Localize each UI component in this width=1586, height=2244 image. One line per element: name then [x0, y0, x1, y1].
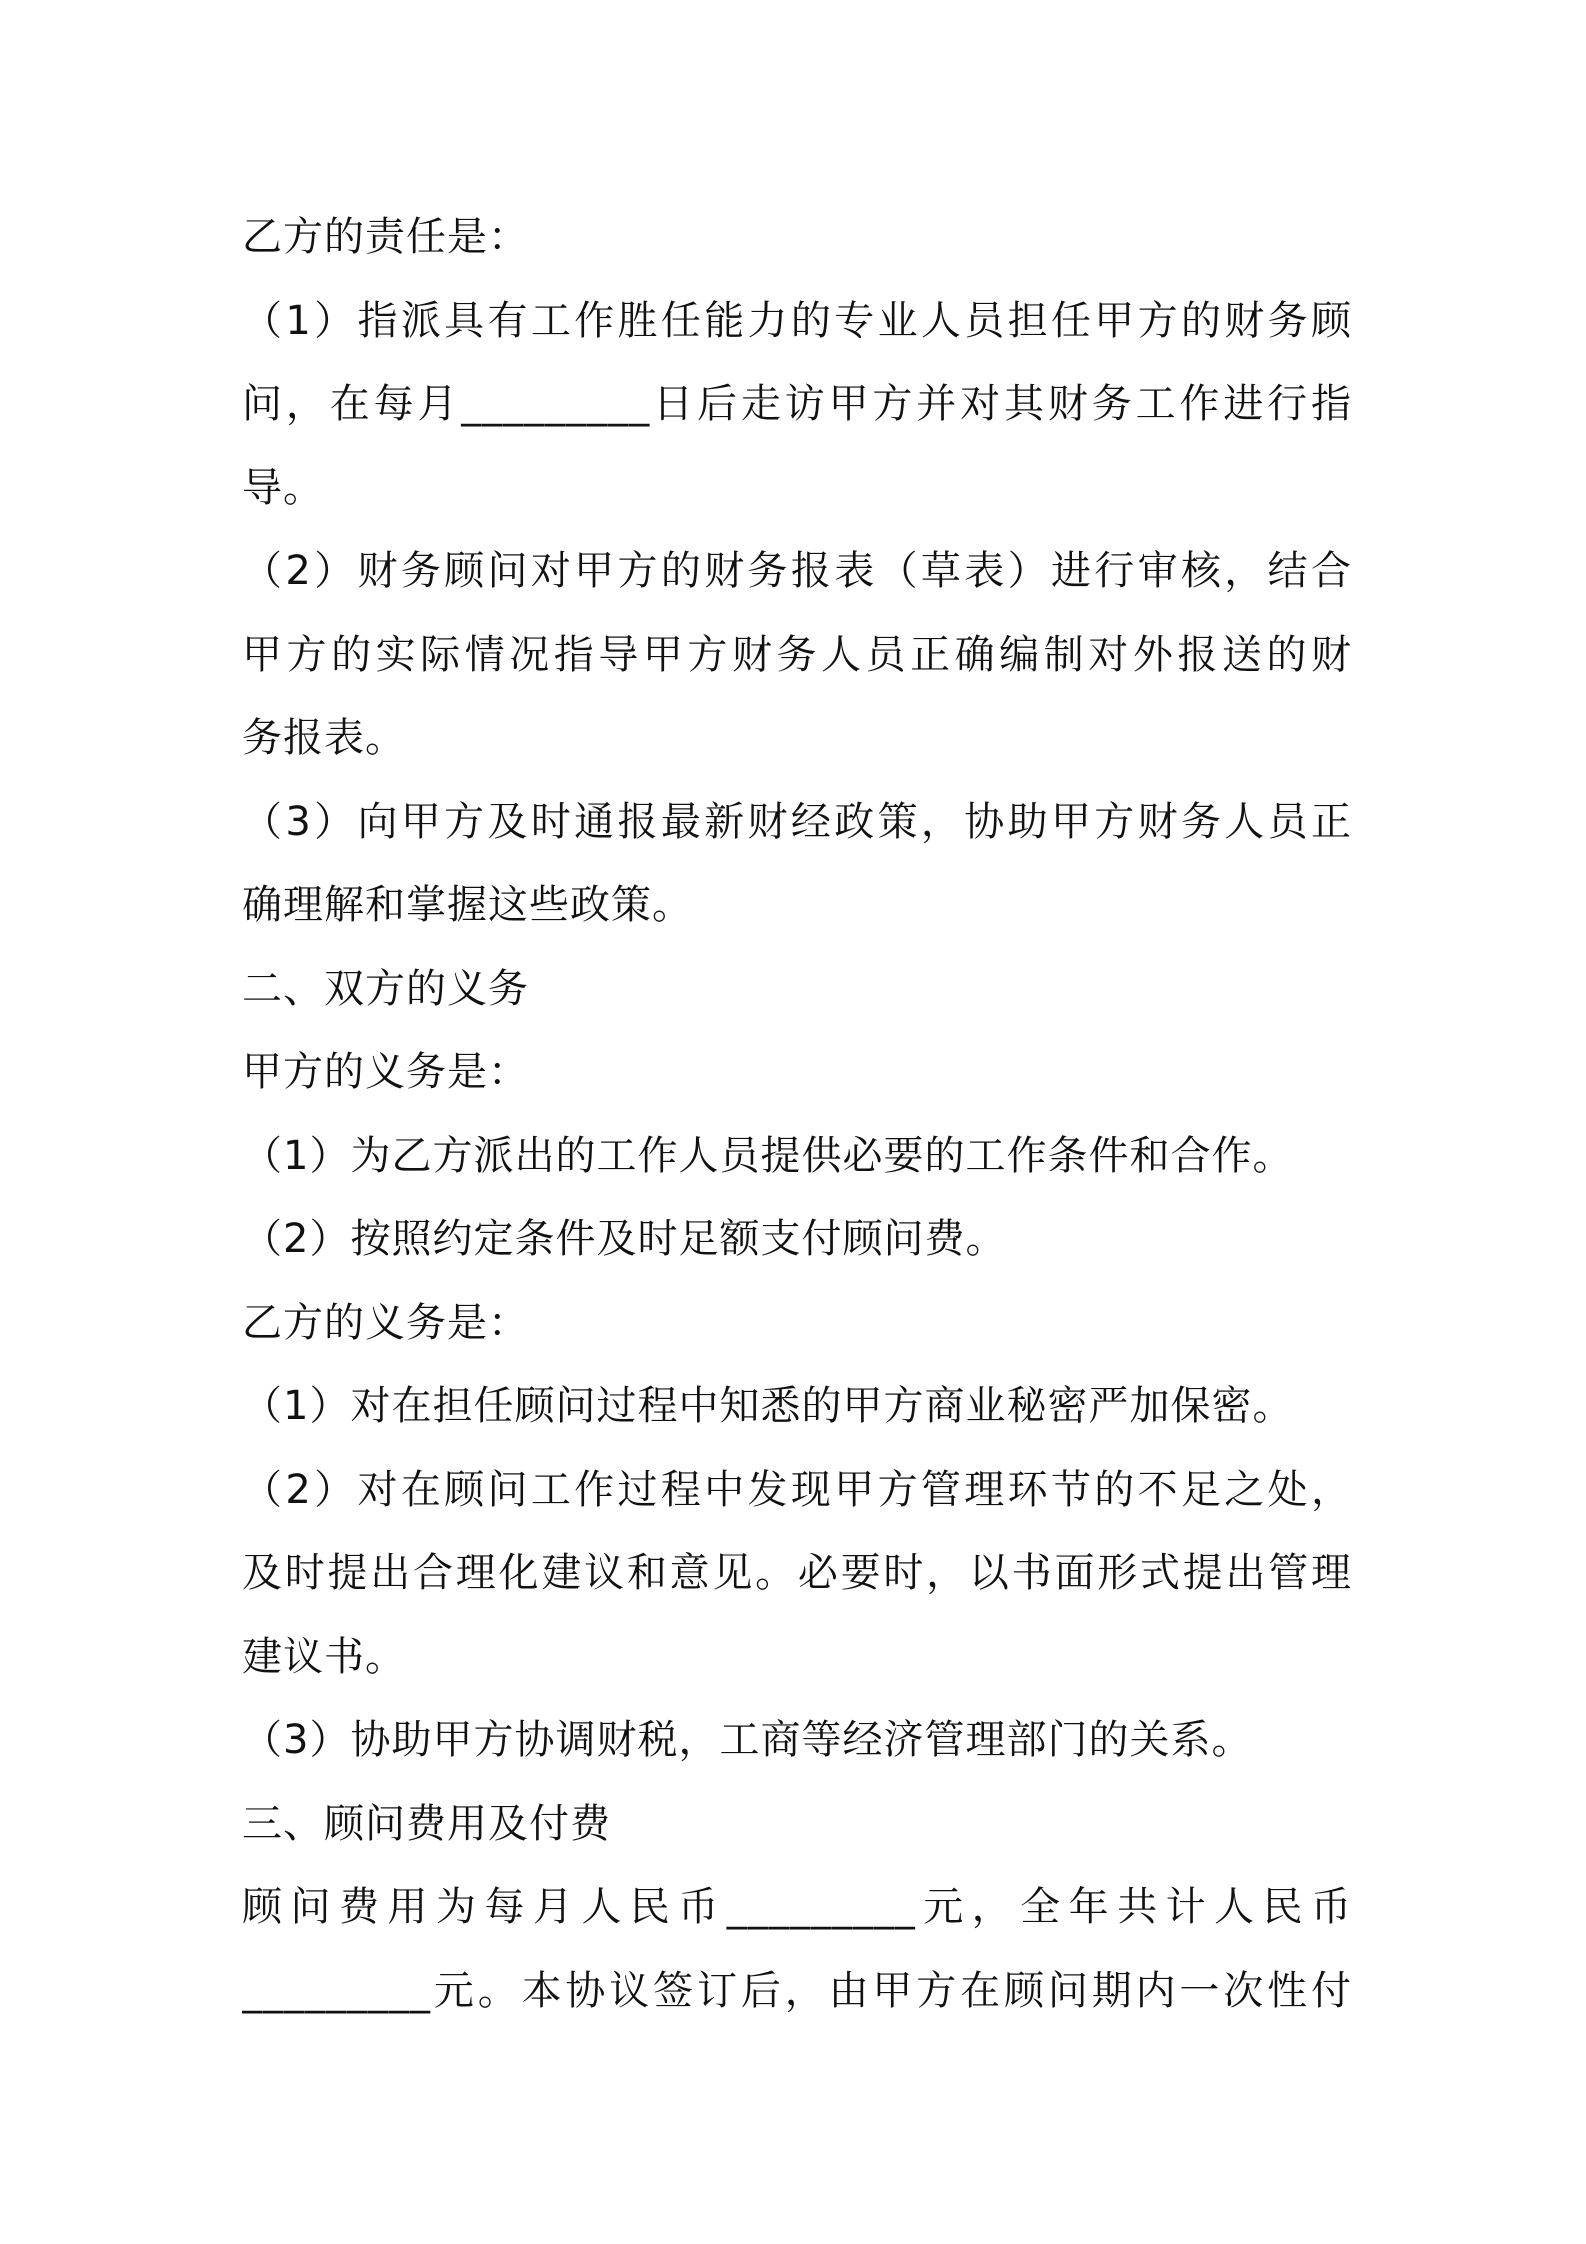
paragraph-line: 甲方的实际情况指导甲方财务人员正确编制对外报送的财: [242, 631, 1352, 678]
paragraph-line: 建议书。: [242, 1633, 406, 1680]
paragraph-line: （2）对在顾问工作过程中发现甲方管理环节的不足之处，: [242, 1466, 1352, 1513]
paragraph-line: _________元。本协议签订后，由甲方在顾问期内一次性付: [242, 1967, 1352, 2014]
obligations-heading-b: 乙方的义务是：: [242, 1299, 529, 1346]
section-heading-fees: 三、顾问费用及付费: [242, 1800, 611, 1847]
paragraph-line: （1）指派具有工作胜任能力的专业人员担任甲方的财务顾: [242, 297, 1352, 344]
obligations-heading-a: 甲方的义务是：: [242, 1049, 529, 1095]
paragraph-line: 导。: [242, 464, 324, 511]
paragraph-line: 务报表。: [242, 715, 406, 761]
responsibility-heading-b: 乙方的责任是：: [242, 214, 529, 260]
paragraph-line: 问，在每月_________日后走访甲方并对其财务工作进行指: [242, 381, 1352, 427]
paragraph-line: （2）财务顾问对甲方的财务报表（草表）进行审核，结合: [242, 548, 1352, 594]
paragraph-line: （1）对在担任顾问过程中知悉的甲方商业秘密严加保密。: [242, 1383, 1294, 1429]
paragraph-line: 顾问费用为每月人民币_________元，全年共计人民币: [242, 1884, 1352, 1930]
paragraph-line: 及时提出合理化建议和意见。必要时，以书面形式提出管理: [242, 1550, 1352, 1596]
section-heading-obligations: 二、双方的义务: [242, 965, 529, 1012]
paragraph-line: （3）协助甲方协调财税，工商等经济管理部门的关系。: [242, 1717, 1253, 1763]
document-body: [242, 196, 1352, 2033]
paragraph-line: 确理解和掌握这些政策。: [242, 882, 693, 928]
paragraph-line: （1）为乙方派出的工作人员提供必要的工作条件和合作。: [242, 1132, 1294, 1179]
paragraph-line: （2）按照约定条件及时足额支付顾问费。: [242, 1216, 1007, 1262]
paragraph-line: （3）向甲方及时通报最新财经政策，协助甲方财务人员正: [242, 798, 1352, 845]
